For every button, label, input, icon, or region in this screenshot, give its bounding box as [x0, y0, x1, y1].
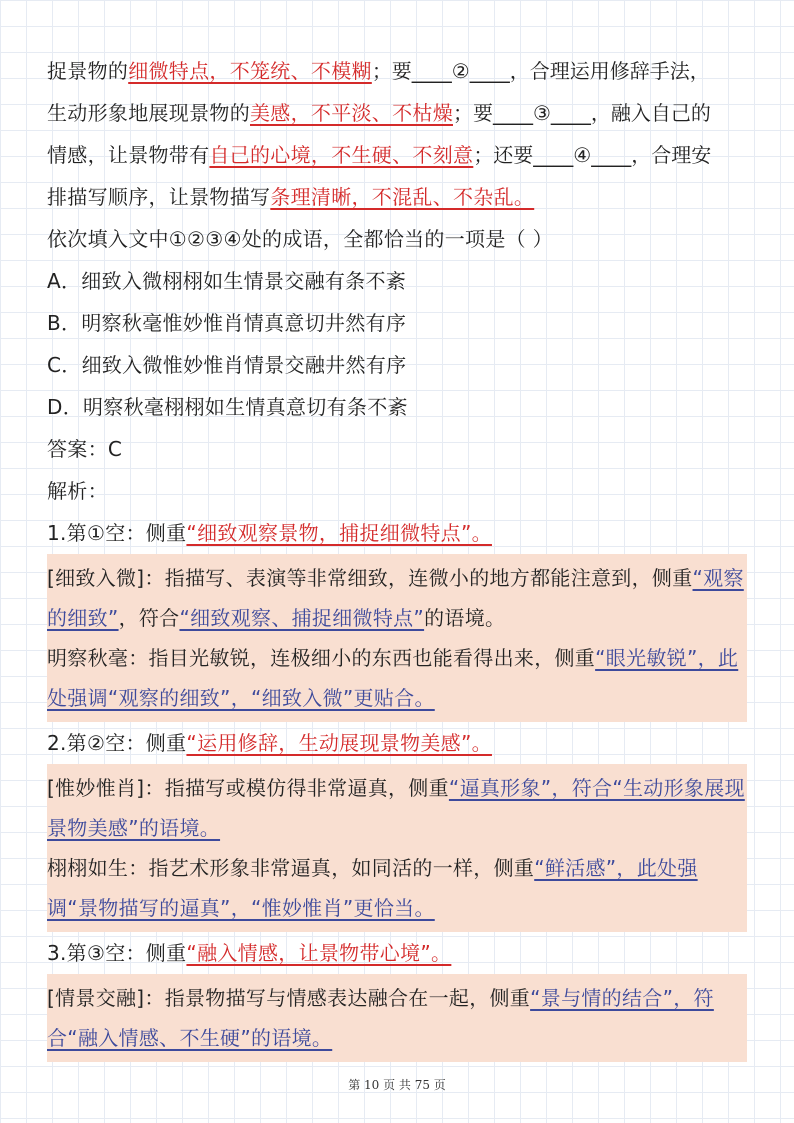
text: 生动形象地展现景物的: [47, 101, 250, 125]
red-emphasis: 美感，不平淡、不枯燥: [250, 101, 453, 125]
passage-line-1: [47, 50, 747, 92]
page-content: [47, 50, 747, 1062]
section-1-heading: [47, 512, 747, 554]
term-explanation: [47, 638, 747, 718]
term-explanation: [47, 768, 747, 848]
passage-line-3: [47, 134, 747, 176]
text: ；要____②____，合理运用修辞手法，: [371, 59, 710, 83]
red-emphasis: 条理清晰，不混乱、不杂乱。: [270, 185, 535, 209]
option-d: D．明察秋毫栩栩如生情真意切有条不紊: [47, 395, 408, 419]
question-stem: 依次填入文中①②③④处的成语，全都恰当的一项是（ ）: [47, 227, 553, 251]
red-emphasis: “细致观察景物，捕捉细微特点”。: [186, 521, 492, 545]
red-emphasis: “融入情感，让景物带心境”。: [186, 941, 452, 965]
text: ，符合: [118, 606, 180, 630]
term-explanation: [47, 558, 747, 638]
text: [惟妙惟肖]：指描写或模仿得非常逼真，侧重: [47, 776, 449, 800]
red-emphasis: 细微特点，不笼统、不模糊: [128, 59, 372, 83]
option-b: B．明察秋毫惟妙惟肖情真意切井然有序: [47, 311, 407, 335]
explanation-box-1: [47, 554, 747, 722]
text: 2.第②空：侧重: [47, 731, 187, 755]
blue-emphasis: “景与情的结合”，符合“融入情感、不生硬”的语境。: [47, 986, 714, 1050]
analysis-label: 解析：: [47, 479, 108, 503]
text: [情景交融]：指景物描写与情感表达融合在一起，侧重: [47, 986, 531, 1010]
text: 情感，让景物带有: [47, 143, 210, 167]
text: [细致入微]：指描写、表演等非常细致，连微小的地方都能注意到，侧重: [47, 566, 693, 590]
answer: 答案：C: [47, 437, 123, 461]
option-a: A．细致入微栩栩如生情景交融有条不紊: [47, 269, 407, 293]
blue-emphasis: “观察的细致”: [47, 566, 744, 630]
text: 3.第③空：侧重: [47, 941, 187, 965]
red-emphasis: 自己的心境，不生硬、不刻意: [209, 143, 474, 167]
term-explanation: [47, 848, 747, 928]
text: ；要____③____，融入自己的: [453, 101, 711, 125]
explanation-box-2: [47, 764, 747, 932]
option-c: C．细致入微惟妙惟肖情景交融井然有序: [47, 353, 407, 377]
text: 明察秋毫：指目光敏锐，连极细小的东西也能看得出来，侧重: [47, 646, 596, 670]
blue-emphasis: “鲜活感”，此处强调“景物描写的逼真”，“惟妙惟肖”更恰当。: [47, 856, 698, 920]
blue-emphasis: “细致观察、捕捉细微特点”: [179, 606, 425, 630]
passage-line-4: [47, 176, 747, 218]
explanation-box-3: [47, 974, 747, 1062]
blue-emphasis: “眼光敏锐”，此处强调“观察的细致”，“细致入微”更贴合。: [47, 646, 739, 710]
text: ；还要____④____，合理安: [473, 143, 712, 167]
text: 栩栩如生：指艺术形象非常逼真，如同活的一样，侧重: [47, 856, 535, 880]
text: 排描写顺序，让景物描写: [47, 185, 271, 209]
blue-emphasis: “逼真形象”，符合“生动形象展现景物美感”的语境。: [47, 776, 745, 840]
red-emphasis: “运用修辞，生动展现景物美感”。: [186, 731, 492, 755]
page-number-footer: 第 10 页 共 75 页: [348, 1078, 446, 1092]
passage-line-2: [47, 92, 747, 134]
section-3-heading: [47, 932, 747, 974]
text: 捉景物的: [47, 59, 129, 83]
section-2-heading: [47, 722, 747, 764]
term-explanation: [47, 978, 747, 1058]
text: 1.第①空：侧重: [47, 521, 187, 545]
text: 的语境。: [424, 606, 506, 630]
